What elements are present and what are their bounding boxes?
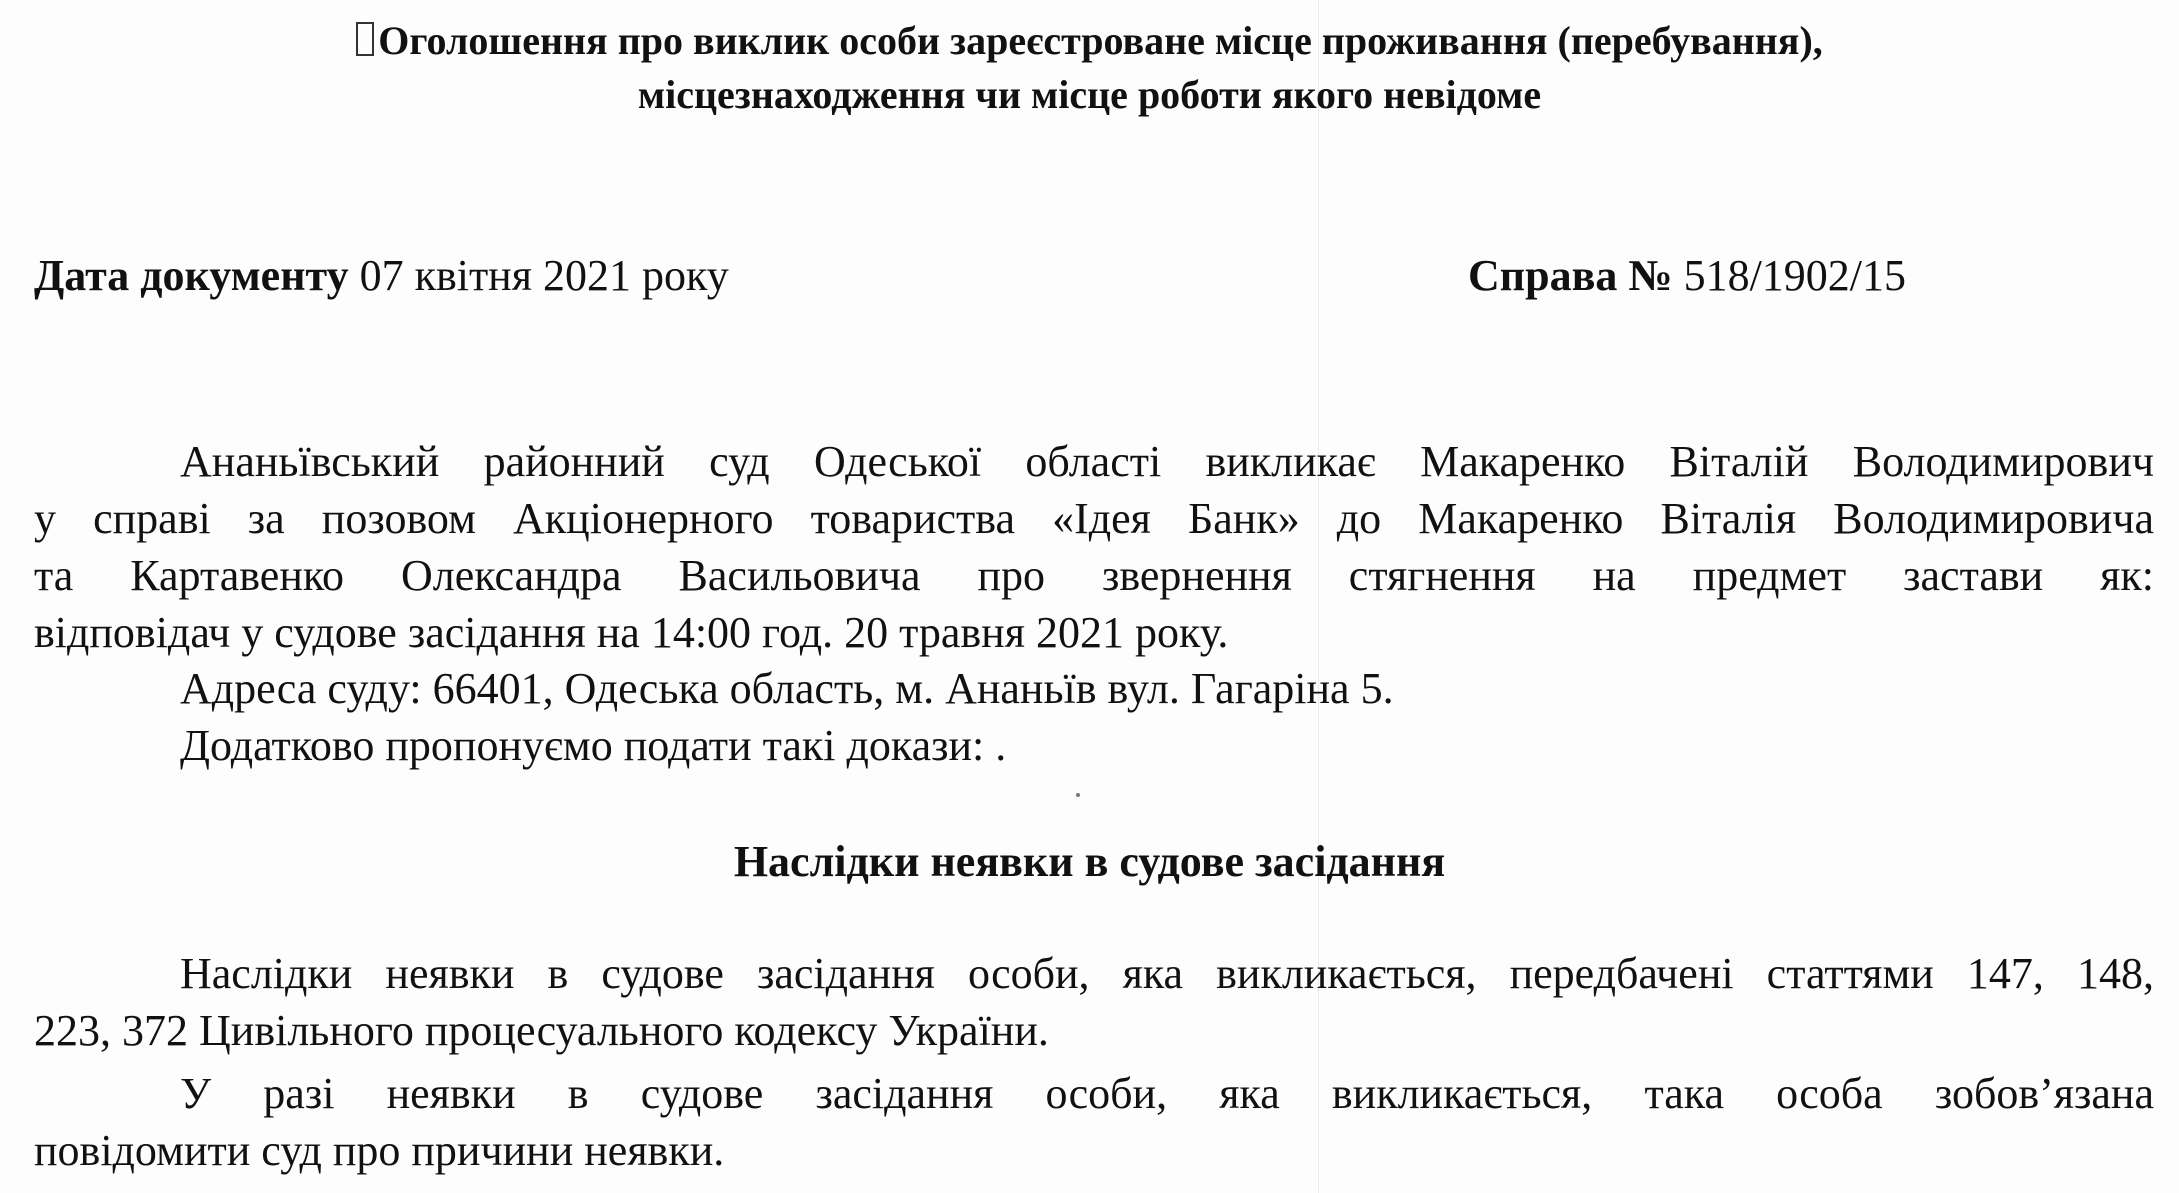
consequences-line-2: 223, 372 Цивільного процесуального кодексу України. xyxy=(34,1006,1049,1055)
consequences-line-1: Наслідки неявки в судове засідання особи, яка викликається, передбачені статтями 147, 148, xyxy=(180,949,2154,998)
document-date-label: Дата документу xyxy=(34,251,349,300)
document-date xyxy=(34,250,729,301)
consequences-paragraph xyxy=(34,945,2154,1059)
case-number-label: Справа № xyxy=(1468,251,1673,300)
missing-glyph-icon xyxy=(356,22,374,56)
scan-speck xyxy=(1076,793,1080,797)
notification-paragraph xyxy=(34,1065,2154,1179)
document-title xyxy=(0,14,2179,122)
evidence-paragraph xyxy=(34,717,2154,774)
summons-line-2: у справі за позовом Акціонерного товариства «Ідея Банк» до Макаренко Віталія Володимировича xyxy=(34,494,2154,543)
notification-line-1: У разі неявки в судове засідання особи, яка викликається, така особа зобов’язана xyxy=(180,1069,2154,1118)
court-address-paragraph xyxy=(34,660,2154,717)
summons-paragraph xyxy=(34,433,2154,661)
title-line-2: місцезнаходження чи місце роботи якого невідоме xyxy=(637,72,1542,117)
court-address: Адреса суду: 66401, Одеська область, м. Ананьїв вул. Гагаріна 5. xyxy=(180,664,1394,713)
document-date-value: 07 квітня 2021 року xyxy=(359,251,729,300)
summons-line-4: відповідач у судове засідання на 14:00 год. 20 травня 2021 року. xyxy=(34,608,1229,657)
summons-line-1: Ананьївський районний суд Одеської області викликає Макаренко Віталій Володимирович xyxy=(180,437,2154,486)
evidence-request: Додатково пропонуємо подати такі докази: . xyxy=(180,721,1007,770)
title-line-1-text: Оголошення про виклик особи зареєстроване місце проживання (перебування), xyxy=(378,18,1823,63)
consequences-heading: Наслідки неявки в судове засідання xyxy=(733,837,1446,886)
case-number xyxy=(1468,250,1906,301)
title-line-1 xyxy=(0,14,2179,68)
summons-line-3: та Картавенко Олександра Васильовича про звернення стягнення на предмет застави як: xyxy=(34,551,2154,600)
notification-line-2: повідомити суд про причини неявки. xyxy=(34,1126,725,1175)
case-number-value: 518/1902/15 xyxy=(1683,251,1907,300)
